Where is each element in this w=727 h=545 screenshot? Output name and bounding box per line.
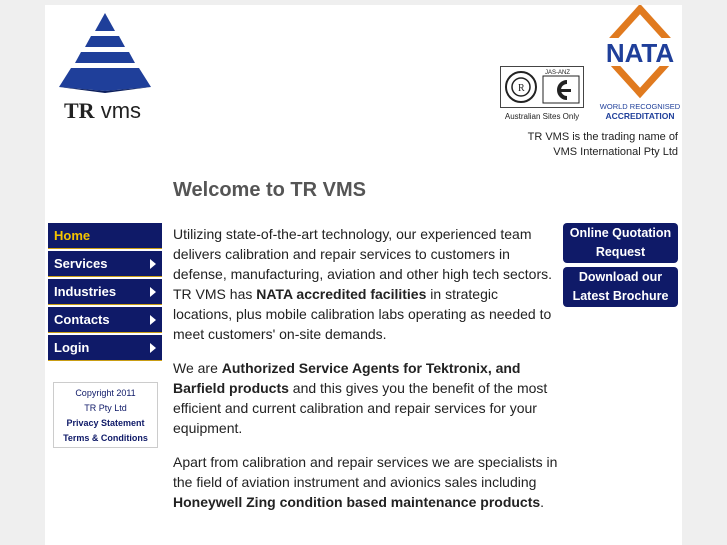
nata-accreditation-logo [598, 5, 682, 123]
svg-text:WORLD RECOGNISED: WORLD RECOGNISED [599, 102, 681, 111]
specialists-paragraph: Apart from calibration and repair services we are specialists in the field of aviation instrument and avionics sales including Honeywell Zing condition based maintenance products. [173, 454, 558, 510]
agents-paragraph: We are Authorized Service Agents for Tektronix, and Barfield products and this gives you the benefit of the most efficient and current calibration and repair services for your equipment. [173, 360, 548, 436]
nav-label: Services [54, 256, 108, 271]
svg-text:R: R [518, 83, 525, 94]
svg-text:ACCREDITATION: ACCREDITATION [605, 111, 675, 121]
nav-label: Industries [54, 284, 117, 299]
page-title: Welcome to TR VMS [173, 179, 366, 201]
download-brochure-button[interactable]: Download our Latest Brochure [563, 267, 678, 307]
company-text: TR Pty Ltd [84, 403, 127, 413]
privacy-statement-link[interactable]: Privacy Statement [66, 418, 145, 428]
certification-caption: Australian Sites Only [504, 112, 580, 121]
copyright-box [53, 382, 158, 448]
chevron-right-icon [150, 343, 156, 353]
logo-wordmark: TR vms [64, 98, 142, 123]
nav-item-contacts[interactable] [48, 307, 162, 333]
chevron-right-icon [150, 287, 156, 297]
main-content [173, 224, 558, 526]
nav-label: Contacts [54, 312, 110, 327]
trading-line-2: VMS International Pty Ltd [553, 146, 678, 158]
intro-paragraph: Utilizing state-of-the-art technology, our experienced team delivers calibration and repair services to customers in defense, manufacturing, aviation and other high tech sectors. TR VMS has NATA accredited facilities in strategic locations, plus mobile calibration labs operating as needed to meet customers' on-site demands. [173, 226, 553, 342]
nav-item-industries[interactable] [48, 279, 162, 305]
nav-item-login[interactable] [48, 335, 162, 361]
nav-item-home[interactable] [48, 223, 162, 249]
trading-line-1: TR VMS is the trading name of [527, 131, 678, 143]
page-container [45, 5, 682, 545]
online-quotation-button[interactable]: Online Quotation Request [563, 223, 678, 263]
trading-name-notice [478, 130, 678, 160]
nav-label: Login [54, 340, 90, 355]
sidebar-nav [48, 223, 162, 363]
jas-anz-certification-badge [500, 66, 584, 108]
copyright-text: Copyright 2011 [75, 388, 136, 398]
chevron-right-icon [150, 259, 156, 269]
nav-label: Home [54, 228, 91, 243]
nav-item-services[interactable] [48, 251, 162, 277]
svg-text:NATA: NATA [605, 38, 675, 68]
svg-text:JAS-ANZ: JAS-ANZ [545, 70, 571, 76]
chevron-right-icon [150, 315, 156, 325]
terms-conditions-link[interactable]: Terms & Conditions [63, 433, 148, 443]
